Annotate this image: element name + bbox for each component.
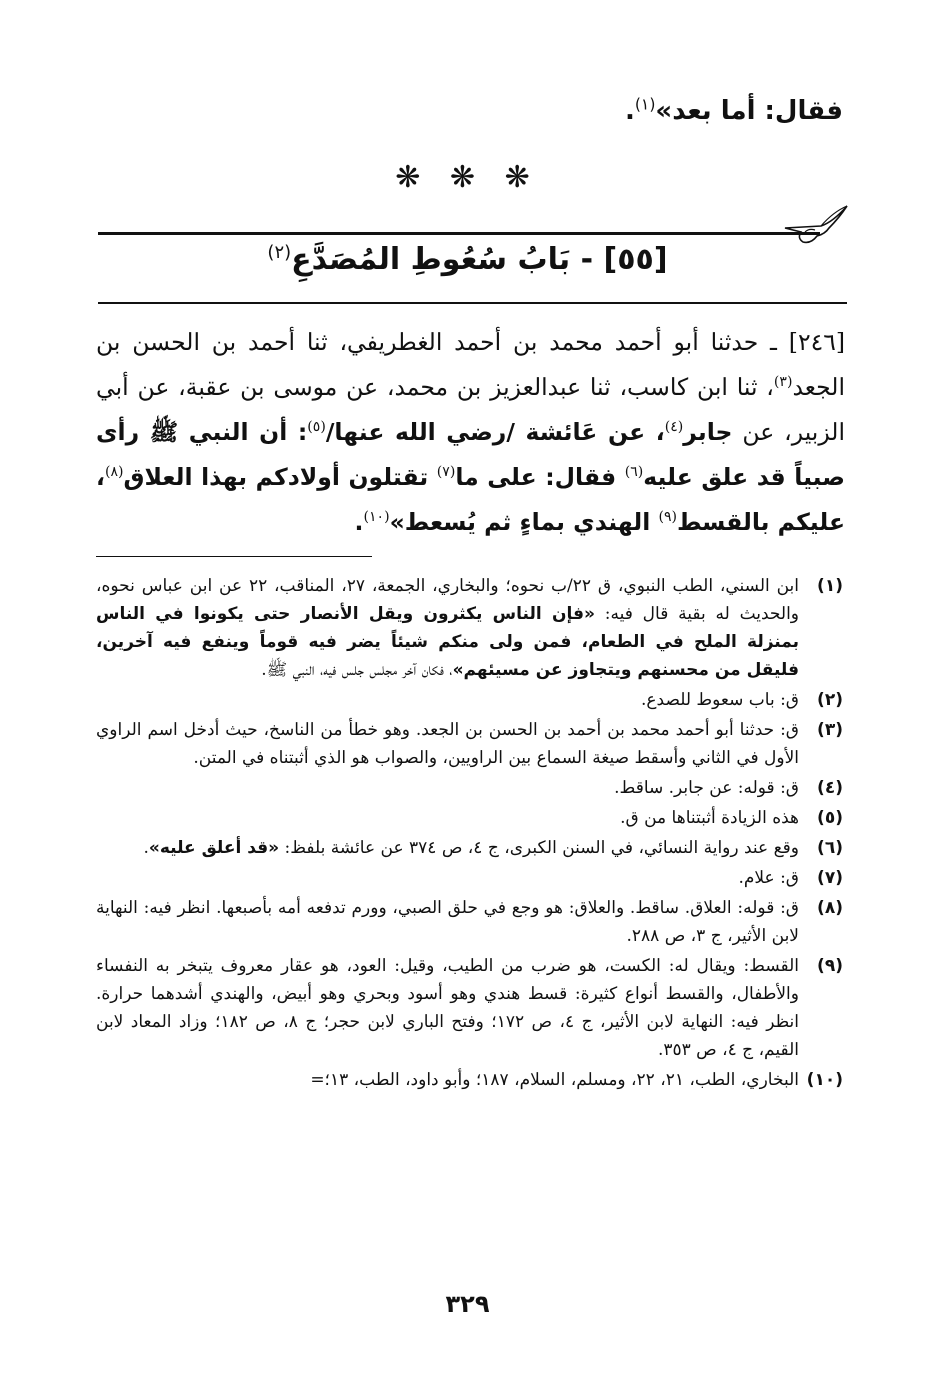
footnote-ref-2[interactable]: (٢) (267, 242, 292, 263)
footnote-ref-4[interactable]: (٤) (664, 419, 684, 436)
footnote-number: (٢) (817, 690, 843, 710)
hadith-number: [٢٤٦] (788, 328, 845, 356)
isnad-part-4: ، عن عَائشة /رضي الله عنها/ (325, 418, 665, 446)
footnote-item (96, 1066, 843, 1094)
footnote-ref-1[interactable]: (١) (634, 95, 656, 114)
title-rule-top (98, 232, 820, 235)
footnote-item (96, 894, 843, 950)
footnote-text: ق: علام. (738, 868, 799, 888)
matn-part-3: تقتلون أولادكم بهذا العلاق (123, 463, 437, 491)
footnote-item (96, 572, 843, 684)
closing-line (92, 96, 843, 126)
chapter-dash: - (570, 242, 604, 277)
title-rule-bottom (98, 302, 847, 304)
footnote-text: ق: باب سعوط للصدع. (640, 690, 799, 710)
page-number: ٣٢٩ (445, 1290, 490, 1318)
footnote-ref-8[interactable]: (٨) (104, 464, 124, 481)
footnote-text: ق: قوله: العلاق. ساقط. والعلاق: هو وجع في حلق الصبي، وورم تدفعه أمه بأصبعها. انظر فيه: النهاية لابن الأثير، ج ٣، ص ٢٨٨. (96, 898, 799, 946)
footnote-number: (٥) (817, 808, 843, 828)
footnote-number: (٩) (817, 956, 843, 976)
hadith-text (96, 320, 845, 545)
footnote-ref-6[interactable]: (٦) (624, 464, 644, 481)
footnote-separator (96, 556, 372, 557)
matn-end: . (354, 508, 364, 536)
footnote-text: البخاري، الطب، ٢١، ٢٢، ومسلم، السلام، ١٨٧؛ وأبو داود، الطب، ١٣؛= (310, 1070, 799, 1090)
closing-text: فقال: أما بعد» (655, 96, 843, 126)
footnotes (96, 572, 843, 1096)
footnote-number: (٣) (817, 720, 843, 740)
footnote-ref-10[interactable]: (١٠) (363, 509, 390, 526)
footnote-ref-5[interactable]: (٥) (307, 419, 326, 436)
footnote-item (96, 952, 843, 1064)
chapter-number: [٥٥] (603, 242, 668, 277)
footnote-ref-9[interactable]: (٩) (658, 509, 678, 526)
footnote-item (96, 804, 843, 832)
closing-period: . (624, 96, 635, 126)
footnote-text: ابن السني، الطب النبوي، ق ٢٢/ب نحوه؛ والبخاري، الجمعة، ٢٧، المناقب، ٢٢ عن ابن عباس نحوه، والحديث له بقية قال فيه: «فإن الناس يكثرون ويقل الأنصار حتى يكونوا في الناس بمنزلة الملح في الطعام، فمن ولى منكم شيئاً يضر فيه قوماً وينفع فيه آخرين، فليقل من محسنهم ويتجاوز عن مسيئهم»، فكان آخر مجلس جلس فيه، النبي ﷺ. (96, 576, 800, 680)
section-separator: ❋ ❋ ❋ (395, 160, 540, 195)
chapter-heading (0, 242, 935, 277)
footnote-item (96, 716, 843, 772)
matn-part-4: ، عليكم بالقسط (96, 463, 845, 536)
footnote-item (96, 834, 843, 862)
footnote-number: (١٠) (806, 1070, 843, 1090)
isnad-part-3: جابر (683, 418, 733, 446)
footnote-text: ق: قوله: عن جابر. ساقط. (614, 778, 799, 798)
footnote-text: ق: حدثنا أبو أحمد محمد بن أحمد بن الحسن بن الجعد. وهو خطأ من الناسخ، حيث أدخل اسم الراوي الأول في الثاني وأسقط صيغة السماع بين الراويين، والصواب هو الذي أثبتناه في المتن. (96, 720, 799, 768)
footnote-ref-3[interactable]: (٣) (773, 374, 793, 391)
quill-hand-icon (781, 192, 851, 248)
isnad-part-1: ـ حدثنا أبو أحمد محمد بن أحمد الغطريفي، ثنا أحمد بن الحسن بن الجعد (96, 328, 845, 401)
footnote-number: (٤) (817, 778, 843, 798)
footnote-item (96, 774, 843, 802)
footnote-text: وقع عند رواية النسائي، في السنن الكبرى، ج ٤، ص ٣٧٤ عن عائشة بلفظ: «قد أعلق عليه». (143, 838, 799, 858)
matn-part-1: : أن النبي ﷺ رأى صبياً قد علق عليه (96, 418, 845, 491)
chapter-title: بَابُ سُعُوطِ المُصَدَّعِ (291, 242, 571, 277)
footnote-text: القسط: ويقال له: الكست، هو ضرب من الطيب، وقيل: العود، هو عقار معروف يتبخر به النفساء والأطفال، والقسط أنواع كثيرة: قسط هندي وهو أسود وبحري وهو أبيض، والهندي أشدهما حرارة. انظر فيه: النهاية لابن الأثير، ج ٤، ص ١٧٢؛ وفتح الباري لابن حجر؛ ج ٨، ص ١٨٢؛ وزاد المعاد لابن القيم، ج ٤، ص ٣٥٣. (96, 956, 799, 1060)
matn-part-5: الهندي بماءٍ ثم يُسعط» (389, 508, 659, 536)
isnad-part-2: ، ثنا ابن كاسب، ثنا عبدالعزيز بن محمد، عن موسى بن عقبة، عن أبي الزبير، عن (96, 373, 845, 446)
matn-part-2: فقال: على ما (455, 463, 625, 491)
footnote-number: (٦) (817, 838, 843, 858)
footnote-number: (١) (817, 576, 843, 596)
footnote-item (96, 686, 843, 714)
footnote-number: (٧) (817, 868, 843, 888)
footnote-item (96, 864, 843, 892)
footnote-ref-7[interactable]: (٧) (436, 464, 456, 481)
footnote-text: هذه الزيادة أثبتناها من ق. (620, 808, 799, 828)
footnote-number: (٨) (817, 898, 843, 918)
